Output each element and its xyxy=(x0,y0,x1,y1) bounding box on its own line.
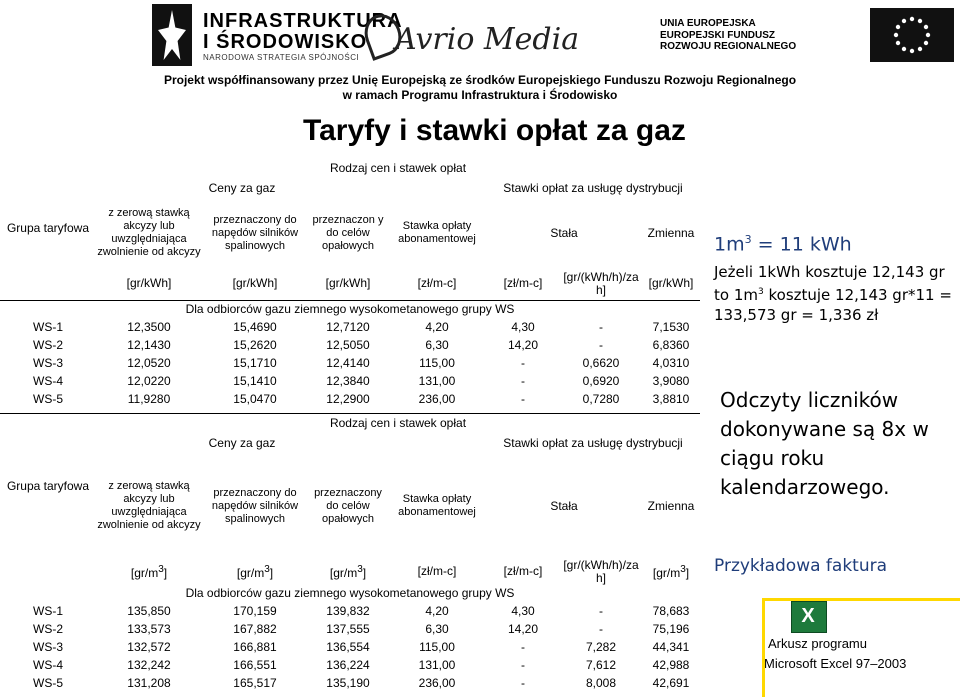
ceny-header: Ceny za gaz xyxy=(208,436,276,450)
cell: 42,691 xyxy=(652,676,690,690)
stawki-dystr-header: Stawki opłat za usługę dystrybucji xyxy=(503,436,683,450)
rodzaj-header: Rodzaj cen i stawek opłat xyxy=(96,414,700,434)
unit-text: [gr/m xyxy=(329,566,358,580)
unit xyxy=(202,559,308,585)
unit: [gr/kWh] xyxy=(648,276,694,291)
cell: 12,3840 xyxy=(326,373,370,388)
cell: 0,6920 xyxy=(582,373,620,388)
cell: 4,30 xyxy=(511,319,535,334)
page-title: Taryfy i stawki opłat za gaz xyxy=(303,114,686,147)
cell: 44,341 xyxy=(652,640,690,654)
cell: - xyxy=(599,337,603,352)
cell: - xyxy=(521,391,525,406)
cell: WS-1 xyxy=(33,604,63,618)
unit: [gr/kWh] xyxy=(325,276,371,291)
cell: 15,1410 xyxy=(233,373,277,388)
cell: 15,4690 xyxy=(233,319,277,334)
cell: 131,00 xyxy=(418,658,456,672)
ceny-header: Ceny za gaz xyxy=(208,180,276,195)
cell: 12,2900 xyxy=(326,391,370,406)
cell: - xyxy=(521,373,525,388)
unit-text: [gr/m xyxy=(130,566,159,580)
cell: 15,2620 xyxy=(233,337,277,352)
cell: 15,1710 xyxy=(233,355,277,370)
logo-left-line1: INFRASTRUKTURA xyxy=(203,10,403,32)
unit xyxy=(642,559,700,585)
cell: WS-2 xyxy=(33,337,63,352)
cell: 137,555 xyxy=(326,622,370,636)
note-part-a: Jeżeli 1kWh kosztuje 12,143 gr to 1m xyxy=(714,263,945,304)
cell: 132,242 xyxy=(127,658,171,672)
subheader: Dla odbiorców gazu ziemnego wysokometanowego grupy WS xyxy=(185,586,515,600)
col-silniki: przeznaczony do napędów silników spalinowych xyxy=(211,486,299,525)
cell: 12,7120 xyxy=(326,319,370,334)
unit: [gr/kWh] xyxy=(126,276,172,291)
conversion-rhs: = 11 kWh xyxy=(751,233,852,256)
cell: 14,20 xyxy=(507,622,539,636)
cell: 0,7280 xyxy=(582,391,620,406)
cell: 75,196 xyxy=(652,622,690,636)
cell: 12,4140 xyxy=(326,355,370,370)
cell: 11,9280 xyxy=(127,391,171,406)
cell: 14,20 xyxy=(507,337,539,352)
cell: - xyxy=(521,658,525,672)
unit-close: ] xyxy=(362,566,367,580)
cell: WS-4 xyxy=(33,373,63,388)
rodzaj-header: Rodzaj cen i stawek opłat xyxy=(329,160,467,175)
table-row xyxy=(0,603,700,621)
unit: [zł/m-c] xyxy=(417,276,457,291)
cell: WS-5 xyxy=(33,676,63,690)
cell: 236,00 xyxy=(418,391,456,406)
cell: 6,8360 xyxy=(652,337,690,352)
eu-stars-icon xyxy=(870,8,954,62)
logo-left-line2: I ŚRODOWISKO xyxy=(203,31,368,53)
col-silniki: przeznaczony do napędów silników spalinowych xyxy=(211,213,299,252)
table-row xyxy=(0,657,700,675)
unit xyxy=(96,559,202,585)
cell: WS-5 xyxy=(33,391,63,406)
meter-readings-note: Odczyty liczników dokonywane są 8x w ciągu roku kalendarzowego. xyxy=(720,388,929,499)
cell: 6,30 xyxy=(425,337,449,352)
eu-label-line2: EUROPEJSKI FUNDUSZ xyxy=(660,30,776,41)
col-opal: przeznaczon y do celów opałowych xyxy=(312,213,384,252)
cell: 136,224 xyxy=(326,658,370,672)
unit-sup: 3 xyxy=(357,564,363,575)
col-zerowa: z zerową stawką akcyzy lub uwzględniająca zwolnienie od akcyzy xyxy=(97,480,201,531)
col-abonament: Stawka opłaty abonamentowej xyxy=(398,493,476,518)
unit: [zł/m-c] xyxy=(503,564,543,578)
unit-close: ] xyxy=(685,566,690,580)
table-row xyxy=(0,318,700,336)
table-row xyxy=(0,354,700,372)
table-row xyxy=(0,372,700,390)
unit: [gr/(kWh/h)/za h] xyxy=(563,269,639,297)
unit-sup: 3 xyxy=(264,564,270,575)
eu-label-line3: ROZWOJU REGIONALNEGO xyxy=(660,41,797,52)
cell: 132,572 xyxy=(127,640,171,654)
conversion-sup: 3 xyxy=(744,233,752,246)
cell: 6,30 xyxy=(425,622,449,636)
cell: 136,554 xyxy=(326,640,370,654)
logo-left-line3: NARODOWA STRATEGIA SPÓJNOŚCI xyxy=(203,53,360,62)
unit-sup: 3 xyxy=(158,564,164,575)
conversion-lhs: 1m xyxy=(714,233,745,256)
cell: 133,573 xyxy=(127,622,171,636)
cell: 4,20 xyxy=(425,319,449,334)
tariff-table-kwh xyxy=(0,158,700,408)
unit-close: ] xyxy=(163,566,168,580)
table-row xyxy=(0,390,700,408)
cell: 42,988 xyxy=(652,658,690,672)
table-row xyxy=(0,621,700,639)
cell: 170,159 xyxy=(233,604,277,618)
unit-sup: 3 xyxy=(680,564,686,575)
stawki-dystr-header: Stawki opłat za usługę dystrybucji xyxy=(503,180,683,195)
unit-text: [gr/m xyxy=(236,566,265,580)
cell: 3,8810 xyxy=(652,391,690,406)
excel-label-line2: Microsoft Excel 97–2003 xyxy=(764,656,907,671)
cell: 12,0520 xyxy=(127,355,171,370)
conversion-note xyxy=(714,233,852,255)
excel-icon-letter: X xyxy=(801,605,815,627)
cell: - xyxy=(521,355,525,370)
cell: 15,0470 xyxy=(233,391,277,406)
cell: 167,882 xyxy=(233,622,277,636)
cell: 166,551 xyxy=(233,658,277,672)
cell: 131,208 xyxy=(127,676,171,690)
col-zmienna: Zmienna xyxy=(647,498,695,513)
table-row xyxy=(0,336,700,354)
unit xyxy=(308,559,388,585)
excel-label-line1: Arkusz programu xyxy=(768,636,867,651)
table-row xyxy=(0,639,700,657)
project-line2: w ramach Programu Infrastruktura i Środowisko xyxy=(342,88,618,102)
example-invoice-label: Przykładowa faktura xyxy=(714,556,888,576)
cell: 12,1430 xyxy=(127,337,171,352)
cell: WS-1 xyxy=(33,319,63,334)
col-zmienna: Zmienna xyxy=(647,225,695,240)
unit: [zł/m-c] xyxy=(503,276,543,291)
col-abonament: Stawka opłaty abonamentowej xyxy=(398,220,476,245)
cell: 4,30 xyxy=(511,604,535,618)
cell: - xyxy=(521,640,525,654)
cell: 166,881 xyxy=(233,640,277,654)
cell: WS-4 xyxy=(33,658,63,672)
cell: 7,282 xyxy=(585,640,617,654)
cell: WS-3 xyxy=(33,640,63,654)
cell: 8,008 xyxy=(585,676,617,690)
note-part-b: kosztuje 12,143 gr*11 = 133,573 gr = 1,336 zł xyxy=(714,286,952,324)
group-label: Grupa taryfowa xyxy=(6,221,90,236)
cell: 4,20 xyxy=(425,604,449,618)
cell: 139,832 xyxy=(326,604,370,618)
price-calc-note xyxy=(714,262,960,325)
eu-flag-icon xyxy=(870,8,954,62)
avrio-media-logo: Avrio Media xyxy=(395,22,580,57)
note-sup: 3 xyxy=(757,287,764,297)
cell: 12,5050 xyxy=(326,337,370,352)
cell: 131,00 xyxy=(418,373,456,388)
cell: 7,612 xyxy=(585,658,617,672)
group-label: Grupa taryfowa xyxy=(0,414,96,559)
subheader: Dla odbiorców gazu ziemnego wysokometanowego grupy WS xyxy=(0,300,700,318)
cell: 78,683 xyxy=(652,604,690,618)
col-stala: Stała xyxy=(550,225,578,240)
cell: 135,190 xyxy=(326,676,370,690)
cell: 3,9080 xyxy=(652,373,690,388)
cell: - xyxy=(599,604,603,618)
cell: 135,850 xyxy=(127,604,171,618)
project-line1: Projekt współfinansowany przez Unię Europejską ze środków Europejskiego Funduszu Rozwoju Regionalnego xyxy=(163,73,797,87)
cell: 165,517 xyxy=(233,676,277,690)
eu-label-line1: UNIA EUROPEJSKA xyxy=(660,18,756,29)
cell: 12,0220 xyxy=(127,373,171,388)
cell: 0,6620 xyxy=(582,355,620,370)
table-row xyxy=(0,675,700,693)
unit: [gr/(kWh/h)/za h] xyxy=(563,557,639,585)
cell: - xyxy=(599,622,603,636)
unit-close: ] xyxy=(269,566,274,580)
col-zerowa: z zerową stawką akcyzy lub uwzględniająca zwolnienie od akcyzy xyxy=(97,207,201,258)
cell: WS-2 xyxy=(33,622,63,636)
unit: [gr/kWh] xyxy=(232,276,278,291)
cell: 12,3500 xyxy=(127,319,171,334)
cell: 7,1530 xyxy=(652,319,690,334)
col-stala: Stała xyxy=(550,498,578,513)
cell: - xyxy=(599,319,603,334)
cell: 236,00 xyxy=(418,676,456,690)
cell: WS-3 xyxy=(33,355,63,370)
cell: 4,0310 xyxy=(652,355,690,370)
cell: 115,00 xyxy=(419,355,455,370)
unit: [zł/m-c] xyxy=(417,564,457,578)
unit-text: [gr/m xyxy=(652,566,681,580)
cell: - xyxy=(521,676,525,690)
col-opal: przeznaczony do celów opałowych xyxy=(314,486,382,525)
tariff-table-m3 xyxy=(0,413,700,693)
cell: 115,00 xyxy=(419,640,455,654)
